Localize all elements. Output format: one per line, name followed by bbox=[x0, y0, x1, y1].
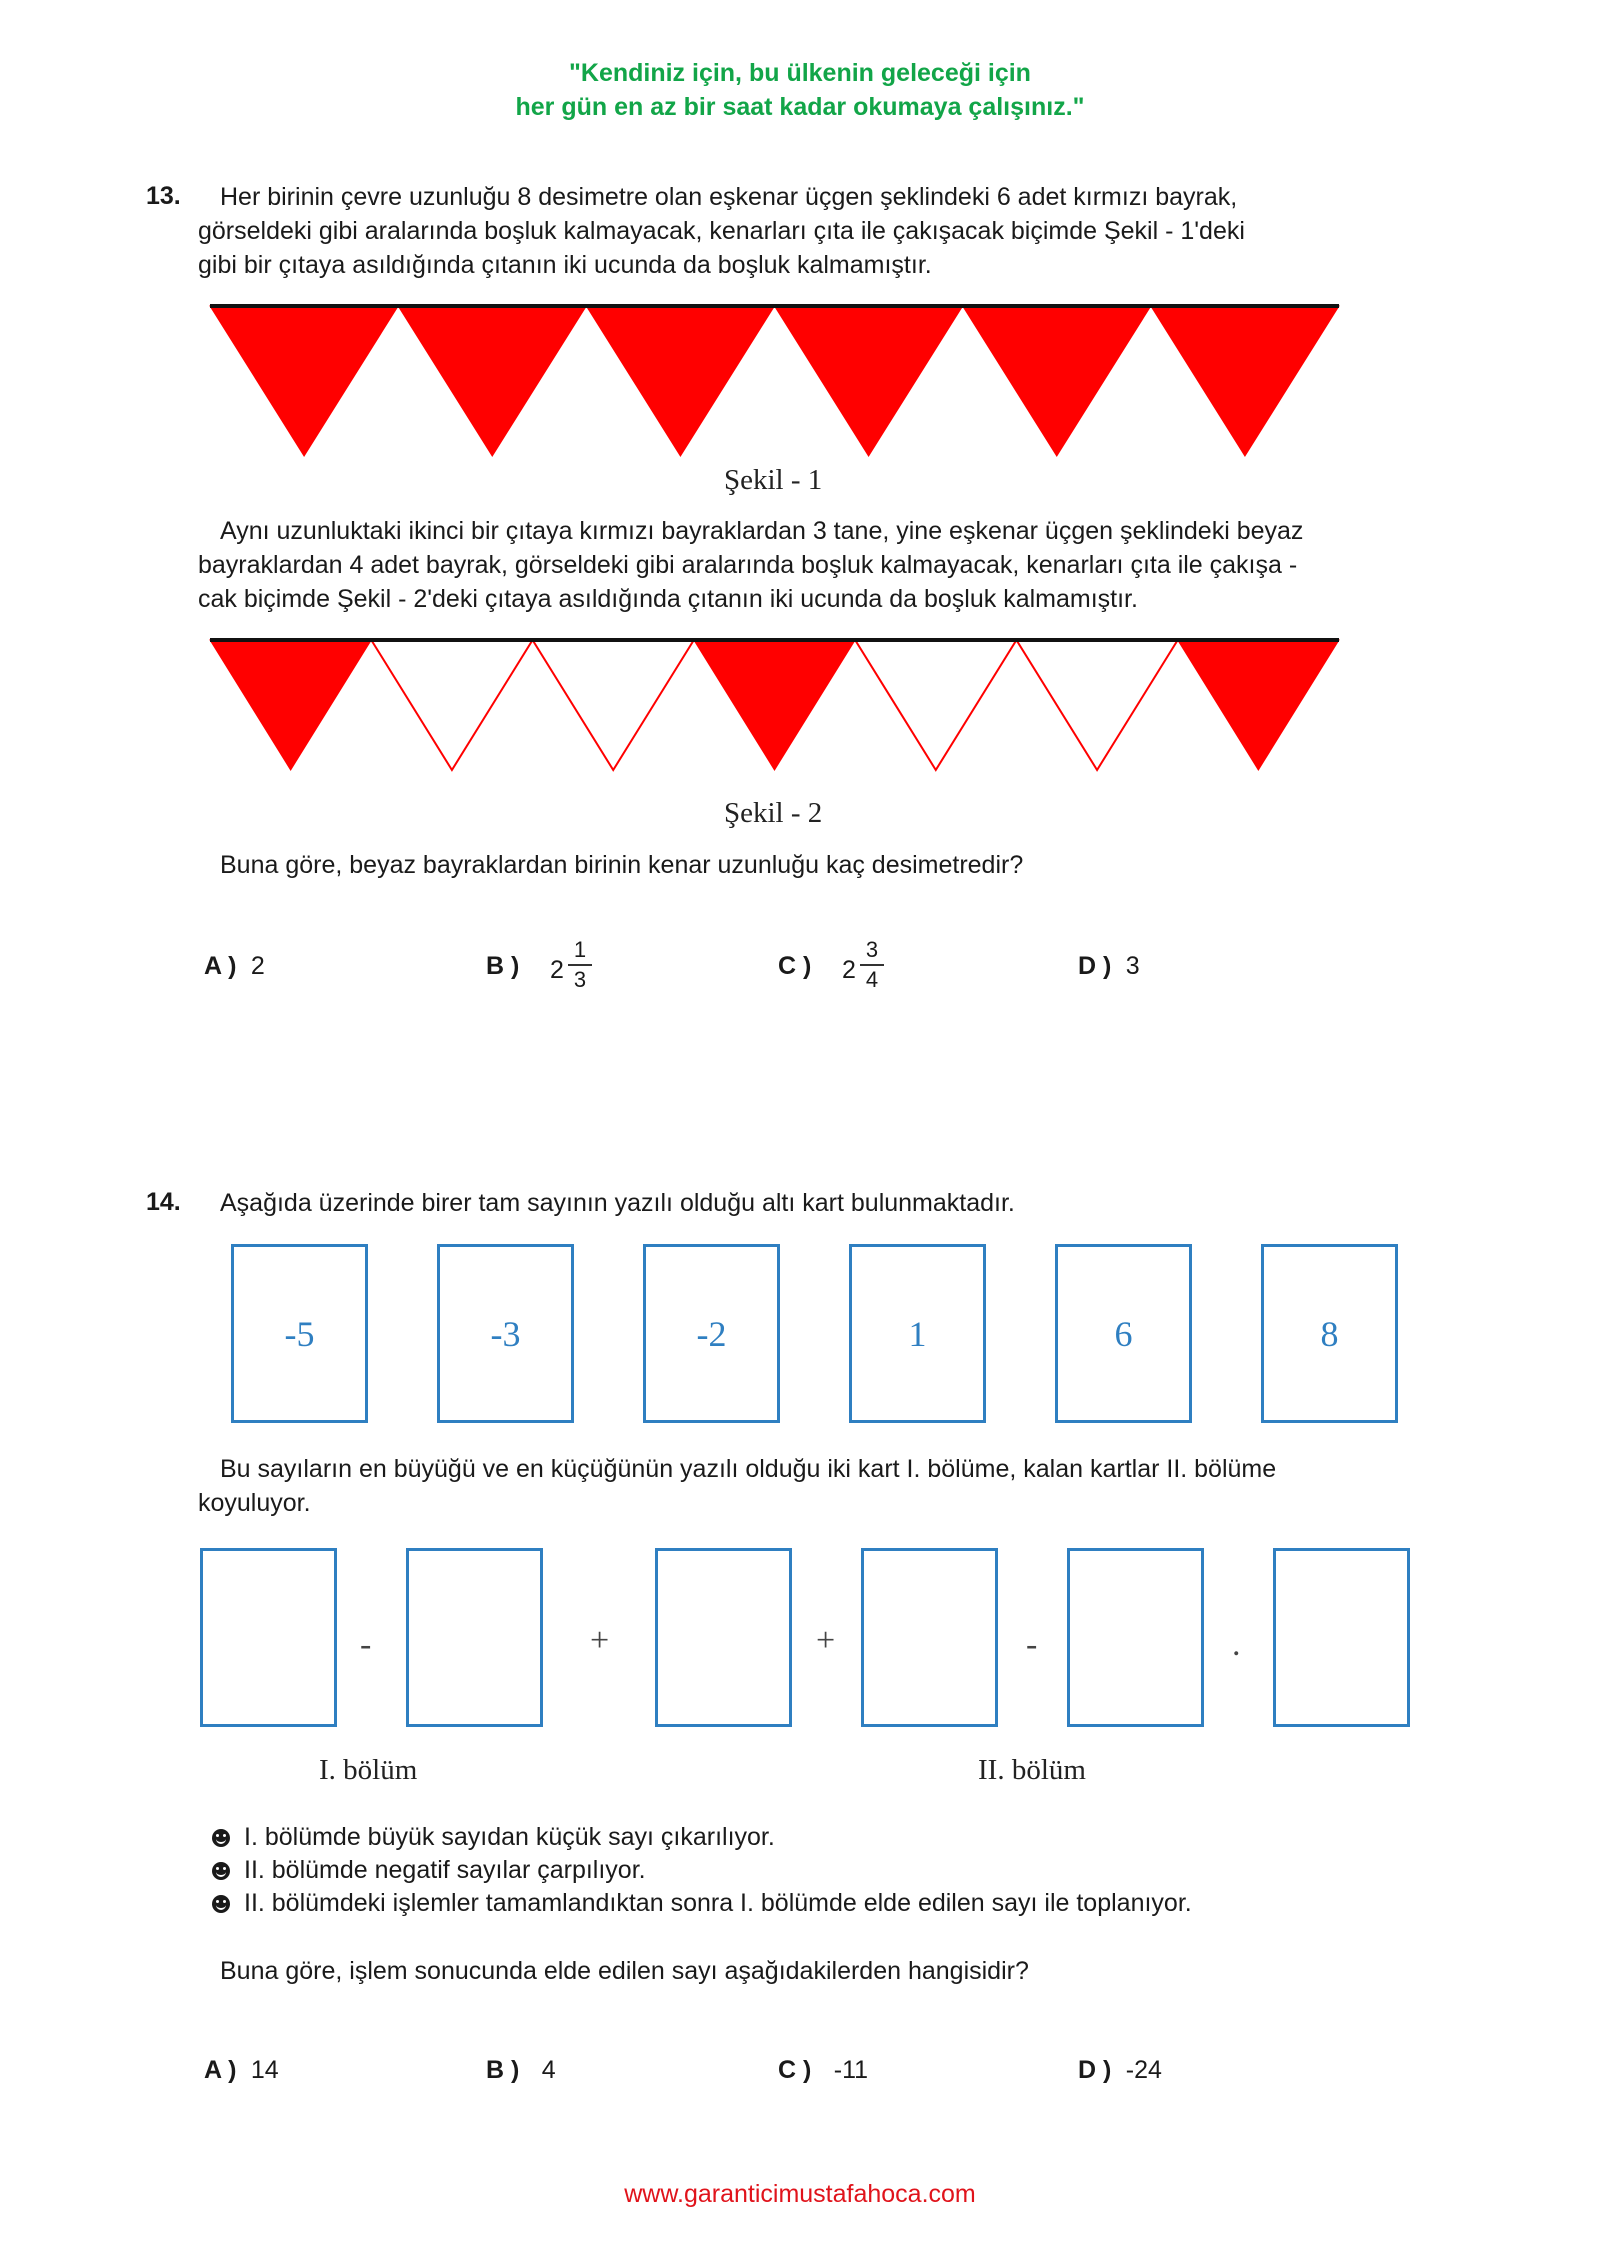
option-letter: B ) bbox=[486, 2056, 520, 2084]
empty-card-slot bbox=[655, 1548, 792, 1727]
operator: + bbox=[816, 1622, 836, 1659]
quote-line-2: her gün en az bir saat kadar okumaya çalışınız." bbox=[515, 93, 1085, 121]
red-flag bbox=[210, 640, 371, 770]
red-flag bbox=[398, 306, 586, 456]
card-value: -2 bbox=[696, 1313, 727, 1354]
q14-option-c[interactable] bbox=[778, 2056, 868, 2085]
fraction-numerator: 1 bbox=[573, 937, 587, 962]
number-card bbox=[1261, 1244, 1398, 1423]
mixed-fraction bbox=[860, 938, 884, 992]
q13-question: Buna göre, beyaz bayraklardan birinin kenar uzunluğu kaç desimetredir? bbox=[220, 851, 1024, 879]
question-13-number: 13. bbox=[146, 182, 181, 210]
card-value: 6 bbox=[1114, 1313, 1133, 1354]
smiley-bullet-icon bbox=[212, 1829, 230, 1847]
red-flag bbox=[1178, 640, 1339, 770]
option-value: -11 bbox=[833, 2056, 869, 2084]
card-value: -5 bbox=[284, 1313, 315, 1354]
rule-text: I. bölümde büyük sayıdan küçük sayı çıkarılıyor. bbox=[244, 1823, 775, 1851]
option-letter: C ) bbox=[778, 952, 812, 980]
mixed-whole: 2 bbox=[842, 956, 856, 984]
option-value: -24 bbox=[1125, 2056, 1162, 2084]
operator: - bbox=[1026, 1626, 1038, 1663]
number-card bbox=[437, 1244, 574, 1423]
red-flag bbox=[1151, 306, 1339, 456]
card-value: -3 bbox=[490, 1313, 521, 1354]
rule-text: II. bölümdeki işlemler tamamlandıktan sonra I. bölümde elde edilen sayı ile toplanıyor. bbox=[244, 1889, 1192, 1917]
empty-card-slot bbox=[861, 1548, 998, 1727]
question-14-number: 14. bbox=[146, 1188, 181, 1216]
red-flag bbox=[963, 306, 1151, 456]
option-letter: B ) bbox=[486, 952, 520, 980]
option-value: 4 bbox=[541, 2056, 556, 2084]
operator: . bbox=[1232, 1626, 1241, 1663]
q13-mid-line-3: cak biçimde Şekil - 2'deki çıtaya asıldığında çıtanın iki ucunda da boşluk kalmamıştır. bbox=[198, 585, 1138, 613]
q14-option-a[interactable] bbox=[204, 2056, 279, 2085]
q14-mid-line-2: koyuluyor. bbox=[198, 1489, 311, 1517]
number-card bbox=[1055, 1244, 1192, 1423]
option-value: 3 bbox=[1125, 952, 1140, 980]
figure-2-bunting bbox=[210, 640, 1339, 770]
operator: - bbox=[360, 1626, 372, 1663]
q13-intro-line-2: görseldeki gibi aralarında boşluk kalmayacak, kenarları çıta ile çakışacak biçimde Şekil - 1'deki bbox=[198, 217, 1245, 245]
fraction-denominator: 3 bbox=[573, 967, 587, 992]
q13-mid-line-1: Aynı uzunluktaki ikinci bir çıtaya kırmızı bayraklardan 3 tane, yine eşkenar üçgen şeklindeki beyaz bbox=[220, 517, 1304, 545]
option-letter: D ) bbox=[1078, 952, 1112, 980]
rule-bullet bbox=[212, 1820, 775, 1854]
white-flag bbox=[855, 640, 1016, 770]
q13-option-b[interactable] bbox=[486, 937, 626, 1002]
q13-intro-line-1: Her birinin çevre uzunluğu 8 desimetre olan eşkenar üçgen şeklindeki 6 adet kırmızı bayrak, bbox=[220, 183, 1238, 211]
rule-text: II. bölümde negatif sayılar çarpılıyor. bbox=[244, 1856, 646, 1884]
empty-card-slot bbox=[1067, 1548, 1204, 1727]
option-value: 14 bbox=[250, 2056, 279, 2084]
q13-option-c[interactable] bbox=[778, 937, 918, 1002]
rule-bullet bbox=[212, 1886, 1192, 1920]
q13-option-d[interactable] bbox=[1078, 952, 1140, 981]
q14-option-b[interactable] bbox=[486, 2056, 556, 2085]
number-card bbox=[231, 1244, 368, 1423]
white-flag bbox=[371, 640, 532, 770]
figure-1-caption: Şekil - 1 bbox=[724, 464, 823, 496]
q13-intro-line-3: gibi bir çıtaya asıldığında çıtanın iki ucunda da boşluk kalmamıştır. bbox=[198, 251, 932, 279]
footer-website-link[interactable]: www.garanticimustafahoca.com bbox=[624, 2180, 976, 2208]
fraction-denominator: 4 bbox=[865, 967, 879, 992]
figure-2-caption: Şekil - 2 bbox=[724, 797, 823, 829]
empty-card-slot bbox=[406, 1548, 543, 1727]
red-flag bbox=[694, 640, 855, 770]
card-value: 1 bbox=[908, 1313, 927, 1354]
q14-intro: Aşağıda üzerinde birer tam sayının yazılı olduğu altı kart bulunmaktadır. bbox=[220, 1189, 1015, 1217]
red-flag bbox=[775, 306, 963, 456]
rule-bullet bbox=[212, 1853, 646, 1887]
q14-mid-line-1: Bu sayıların en büyüğü ve en küçüğünün yazılı olduğu iki kart I. bölüme, kalan kartlar II. bölüme bbox=[220, 1455, 1277, 1483]
q13-mid-line-2: bayraklardan 4 adet bayrak, görseldeki gibi aralarında boşluk kalmayacak, kenarları çıta ile çakışa - bbox=[198, 551, 1298, 579]
option-letter: D ) bbox=[1078, 2056, 1112, 2084]
fraction-numerator: 3 bbox=[865, 937, 879, 962]
fraction-bar bbox=[860, 964, 884, 966]
section-2-label: II. bölüm bbox=[978, 1754, 1086, 1786]
q13-option-a[interactable] bbox=[204, 952, 265, 981]
operator: + bbox=[590, 1622, 610, 1659]
option-letter: C ) bbox=[778, 2056, 812, 2084]
option-letter: A ) bbox=[204, 2056, 237, 2084]
number-card bbox=[643, 1244, 780, 1423]
option-value: 2 bbox=[250, 952, 265, 980]
mixed-whole: 2 bbox=[550, 956, 564, 984]
empty-card-slot bbox=[200, 1548, 337, 1727]
red-flag bbox=[210, 306, 398, 456]
card-value: 8 bbox=[1320, 1313, 1339, 1354]
q14-option-d[interactable] bbox=[1078, 2056, 1162, 2085]
smiley-bullet-icon bbox=[212, 1862, 230, 1880]
white-flag bbox=[1016, 640, 1177, 770]
figure-1-bunting bbox=[210, 306, 1339, 456]
smiley-bullet-icon bbox=[212, 1895, 230, 1913]
empty-card-slot bbox=[1273, 1548, 1410, 1727]
section-1-label: I. bölüm bbox=[319, 1754, 418, 1786]
q14-question: Buna göre, işlem sonucunda elde edilen sayı aşağıdakilerden hangisidir? bbox=[220, 1957, 1029, 1985]
option-letter: A ) bbox=[204, 952, 237, 980]
red-flag bbox=[586, 306, 774, 456]
white-flag bbox=[533, 640, 694, 770]
number-card bbox=[849, 1244, 986, 1423]
fraction-bar bbox=[568, 964, 592, 966]
quote-line-1: "Kendiniz için, bu ülkenin geleceği için bbox=[569, 59, 1031, 87]
mixed-fraction bbox=[568, 938, 592, 992]
